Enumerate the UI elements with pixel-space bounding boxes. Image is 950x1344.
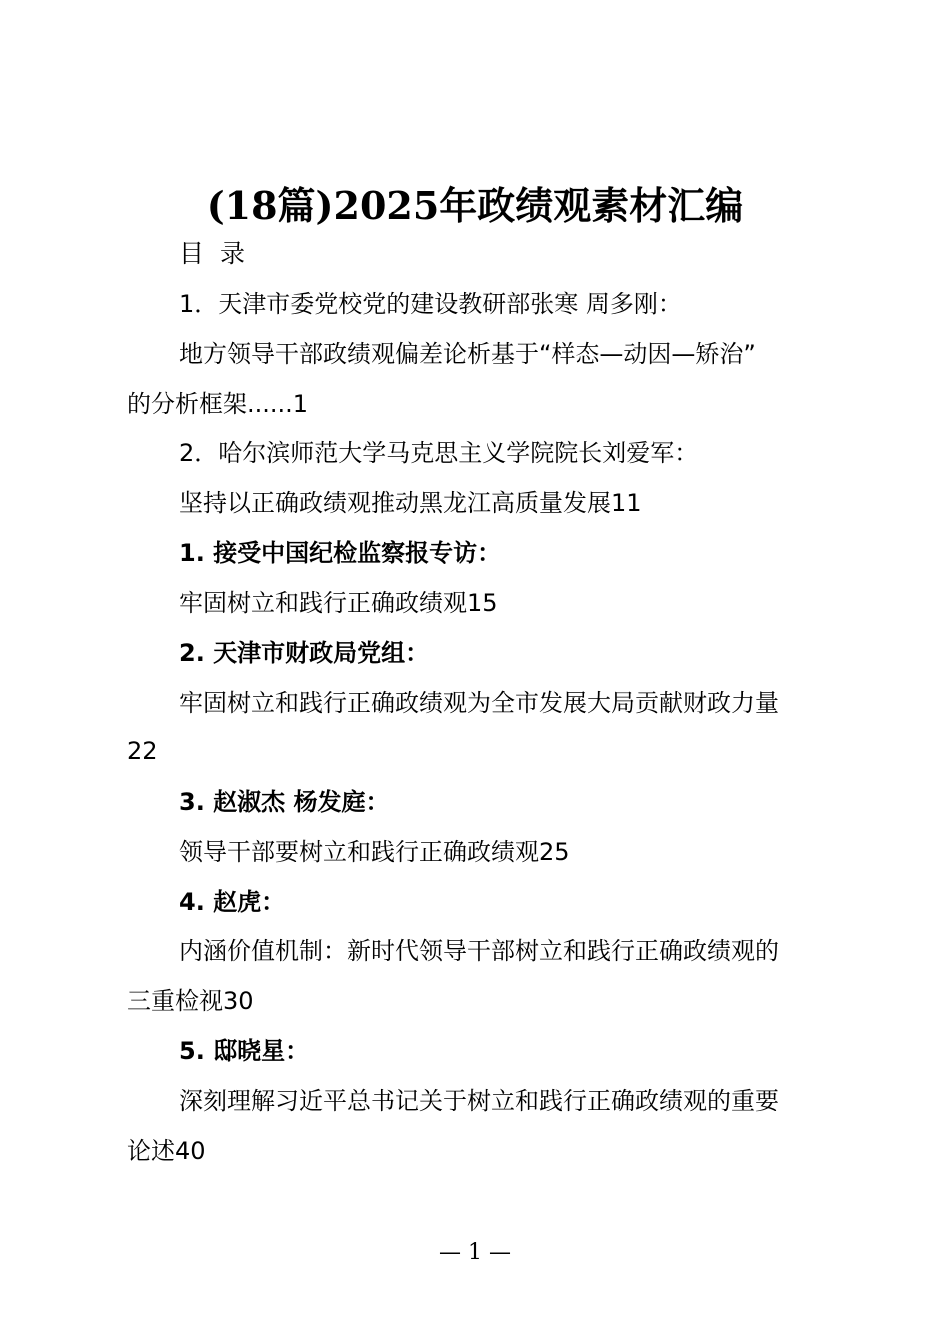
toc-entry-7-title-cont: 论述40: [127, 1137, 206, 1165]
toc-entry-7-author: 5. 邸晓星：: [179, 1037, 310, 1065]
toc-entry-4-page: 22: [127, 737, 158, 765]
toc-entry-3-author: 1. 接受中国纪检监察报专访：: [179, 539, 502, 567]
toc-entry-1-title: 地方领导干部政绩观偏差论析基于“样态—动因—矫治”: [179, 340, 756, 368]
toc-entry-5-author: 3. 赵淑杰 杨发庭：: [179, 788, 390, 816]
toc-entry-4-title: 牢固树立和践行正确政绩观为全市发展大局贡献财政力量: [179, 689, 779, 717]
toc-entry-4-author: 2. 天津市财政局党组：: [179, 639, 430, 667]
toc-entry-6-author: 4. 赵虎：: [179, 888, 286, 916]
toc-heading: 目 录: [179, 239, 249, 268]
toc-entry-3-title: 牢固树立和践行正确政绩观15: [179, 589, 498, 617]
document-title: (18篇)2025年政绩观素材汇编: [206, 183, 744, 228]
toc-entry-7-title: 深刻理解习近平总书记关于树立和践行正确政绩观的重要: [179, 1087, 779, 1115]
toc-entry-5-title: 领导干部要树立和践行正确政绩观25: [179, 838, 570, 866]
toc-entry-2-author: 2．哈尔滨师范大学马克思主义学院院长刘爱军：: [179, 439, 699, 467]
toc-entry-6-title: 内涵价值机制：新时代领导干部树立和践行正确政绩观的: [179, 937, 779, 965]
toc-entry-1-title-cont: 的分析框架......1: [127, 390, 309, 418]
toc-entry-1-author: 1．天津市委党校党的建设教研部张寒 周多刚：: [179, 290, 682, 318]
toc-entry-2-title: 坚持以正确政绩观推动黑龙江高质量发展11: [179, 489, 642, 517]
page-number: — 1 —: [439, 1240, 511, 1265]
toc-entry-6-title-cont: 三重检视30: [127, 987, 254, 1015]
